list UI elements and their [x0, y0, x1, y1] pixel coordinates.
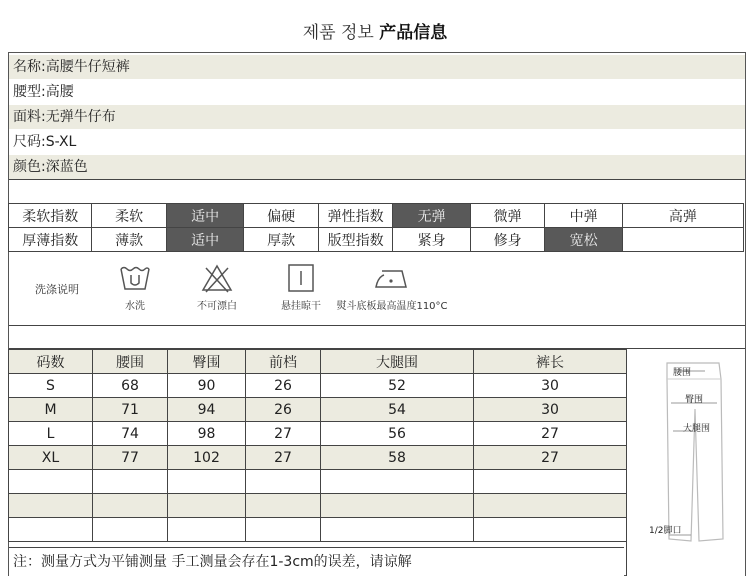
hang-dry-icon — [284, 263, 318, 293]
diagram-label-waist: 腰围 — [673, 368, 692, 378]
info-row-color — [9, 155, 745, 180]
elasticity-option: 高弹 — [622, 204, 743, 228]
table-cell: 26 — [246, 374, 321, 398]
softness-elasticity-row — [9, 204, 744, 228]
care-title: 洗涤说明 — [35, 283, 79, 296]
diagram-label-hip: 臀围 — [685, 395, 704, 405]
fit-option: 紧身 — [393, 228, 470, 252]
thickness-option-selected: 适中 — [166, 228, 243, 252]
size-table-header — [9, 350, 627, 374]
table-cell: XL — [9, 446, 93, 470]
table-cell: 71 — [93, 398, 168, 422]
table-row-empty — [9, 494, 627, 518]
info-value: 高腰牛仔短裤 — [45, 59, 130, 75]
info-row-name — [9, 55, 745, 80]
fit-option: 修身 — [470, 228, 545, 252]
iron-icon — [372, 263, 412, 293]
info-value: 无弹牛仔布 — [45, 109, 116, 125]
thickness-option: 薄款 — [92, 228, 167, 252]
table-cell: 56 — [321, 422, 474, 446]
fit-label: 版型指数 — [318, 228, 393, 252]
table-cell: 90 — [168, 374, 246, 398]
info-label: 名称: — [13, 59, 46, 75]
page-title — [0, 18, 750, 43]
header-front-rise: 前档 — [246, 350, 321, 374]
info-row-waist-type — [9, 80, 745, 105]
pants-outline-icon — [627, 349, 746, 576]
table-row — [9, 374, 627, 398]
header-thigh: 大腿围 — [321, 350, 474, 374]
fit-option-selected: 宽松 — [545, 228, 622, 252]
table-row — [9, 398, 627, 422]
elasticity-option: 微弹 — [470, 204, 545, 228]
table-cell: 27 — [246, 446, 321, 470]
thickness-option: 厚款 — [244, 228, 319, 252]
care-label: 不可漂白 — [197, 301, 237, 312]
table-cell: 27 — [474, 422, 627, 446]
info-label: 颜色: — [13, 159, 46, 175]
diagram-label-hem: 1/2脚口 — [649, 526, 682, 536]
title-chinese: 产品信息 — [379, 23, 448, 43]
care-item-iron — [327, 263, 457, 312]
table-cell: 52 — [321, 374, 474, 398]
info-value: S-XL — [45, 134, 77, 150]
table-cell: 98 — [168, 422, 246, 446]
table-row — [9, 422, 627, 446]
table-cell: M — [9, 398, 93, 422]
info-label: 面料: — [13, 109, 46, 125]
fit-empty-cell — [622, 228, 743, 252]
info-row-size — [9, 130, 745, 155]
table-cell: 27 — [246, 422, 321, 446]
table-cell: 27 — [474, 446, 627, 470]
table-cell: 54 — [321, 398, 474, 422]
softness-option-selected: 适中 — [166, 204, 243, 228]
table-cell: 74 — [93, 422, 168, 446]
wash-icon — [118, 263, 152, 293]
thickness-fit-row — [9, 228, 744, 252]
table-cell: 102 — [168, 446, 246, 470]
care-label: 水洗 — [125, 301, 145, 312]
size-table — [8, 349, 627, 542]
spacer-row — [9, 179, 745, 203]
softness-option: 偏硬 — [244, 204, 319, 228]
measurement-note: 注：测量方式为平铺测量 手工测量会存在1-3cm的误差，请谅解 — [9, 547, 624, 576]
table-cell: 30 — [474, 398, 627, 422]
care-label: 悬挂晾干 — [281, 301, 321, 312]
elasticity-option-selected: 无弹 — [393, 204, 470, 228]
softness-label: 柔软指数 — [9, 204, 92, 228]
spacer-row — [9, 325, 745, 349]
table-row-empty — [9, 518, 627, 542]
table-cell: 94 — [168, 398, 246, 422]
info-label: 腰型: — [13, 84, 46, 100]
header-waist: 腰围 — [93, 350, 168, 374]
measurement-diagram — [626, 349, 745, 576]
table-cell: L — [9, 422, 93, 446]
table-cell: 77 — [93, 446, 168, 470]
table-cell: 26 — [246, 398, 321, 422]
thickness-label: 厚薄指数 — [9, 228, 92, 252]
elasticity-option: 中弹 — [545, 204, 622, 228]
table-cell: 68 — [93, 374, 168, 398]
table-row-empty — [9, 470, 627, 494]
care-item-wash — [105, 263, 165, 312]
care-instructions — [9, 253, 745, 327]
header-size: 码数 — [9, 350, 93, 374]
info-row-fabric — [9, 105, 745, 130]
info-label: 尺码: — [13, 134, 46, 150]
softness-option: 柔软 — [92, 204, 167, 228]
product-info-frame — [8, 52, 746, 576]
care-item-no-bleach — [177, 263, 257, 312]
info-value: 高腰 — [45, 84, 74, 100]
title-korean: 제품 정보 — [302, 23, 374, 43]
care-label: 熨斗底板最高温度110°C — [336, 301, 448, 312]
elasticity-label: 弹性指数 — [318, 204, 393, 228]
properties-table — [8, 203, 744, 252]
header-hip: 臀围 — [168, 350, 246, 374]
diagram-label-thigh: 大腿围 — [683, 424, 711, 434]
table-cell: 58 — [321, 446, 474, 470]
info-value: 深蓝色 — [45, 159, 88, 175]
table-row — [9, 446, 627, 470]
table-cell: S — [9, 374, 93, 398]
no-bleach-icon — [200, 263, 234, 293]
table-cell: 30 — [474, 374, 627, 398]
header-length: 裤长 — [474, 350, 627, 374]
